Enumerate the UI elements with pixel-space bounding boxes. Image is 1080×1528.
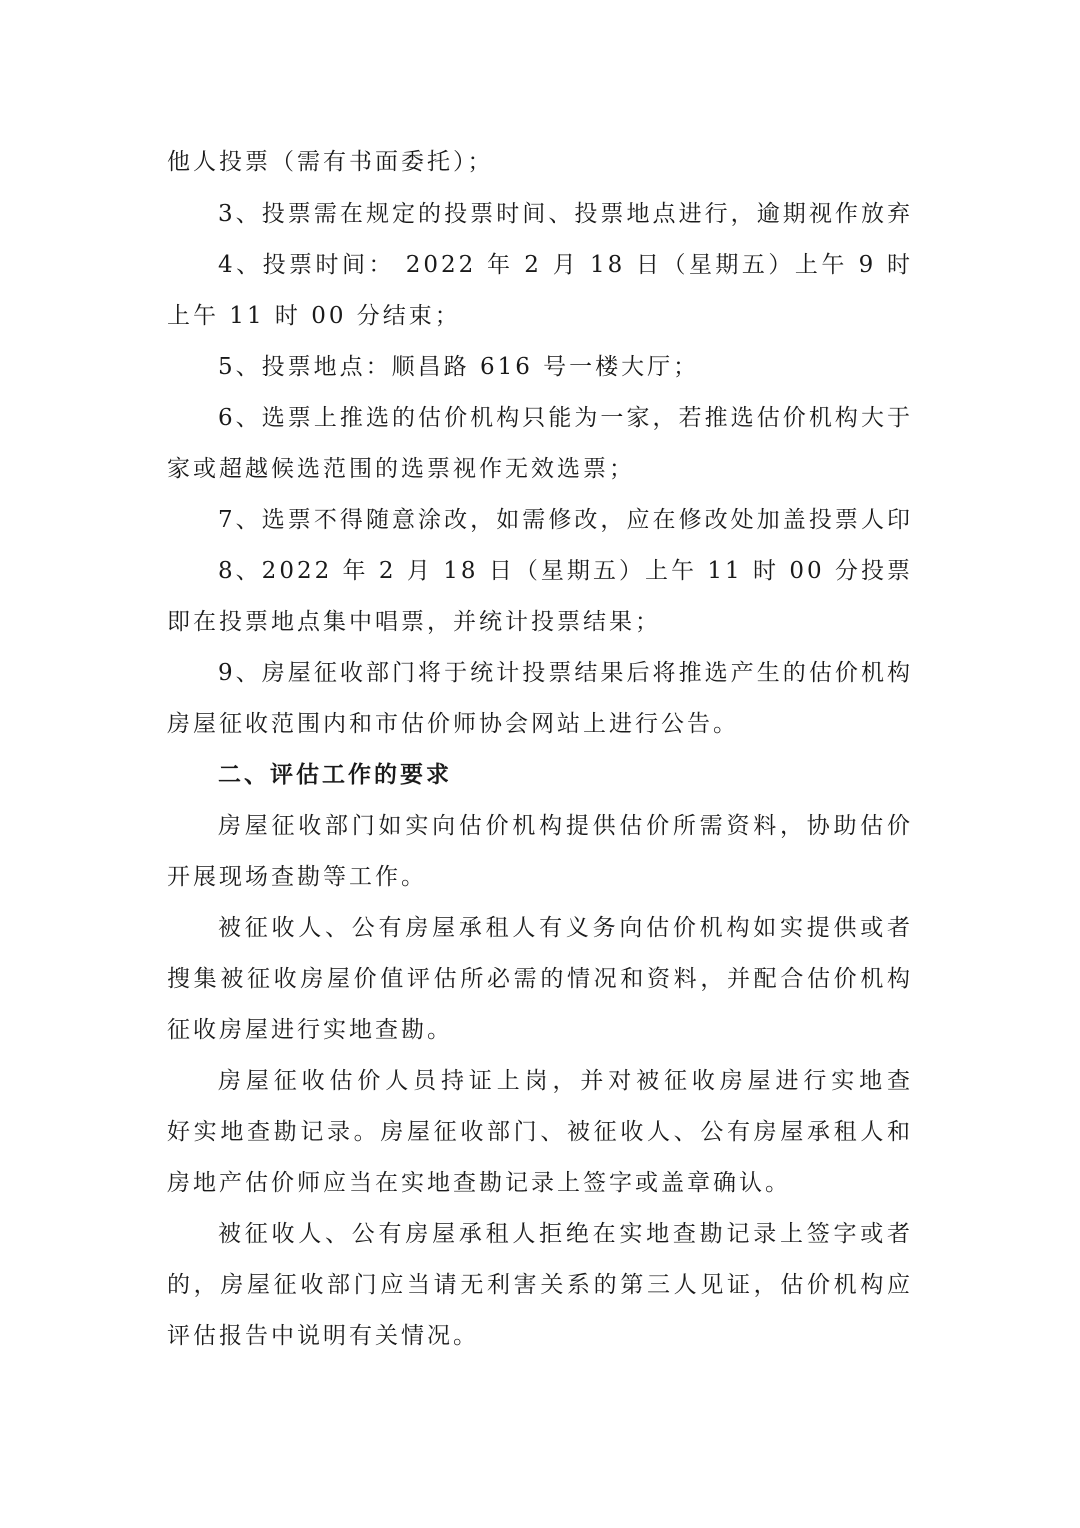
text-line [0, 500, 1080, 540]
line-text: 被征收人、公有房屋承租人拒绝在实地查勘记录上签字或者 [218, 1221, 913, 1247]
line-text: 开展现场查勘等工作。 [167, 864, 427, 890]
text-line [0, 1061, 1080, 1101]
text-line [0, 1163, 1080, 1203]
line-text: 房屋征收部门如实向估价机构提供估价所需资料，协助估价 [218, 813, 913, 839]
text-line [0, 347, 1080, 387]
line-text: 房地产估价师应当在实地查勘记录上签字或盖章确认。 [167, 1170, 791, 1196]
text-line [0, 653, 1080, 693]
text-line [0, 194, 1080, 234]
text-line [0, 296, 1080, 336]
text-line [0, 551, 1080, 591]
line-text: 3、投票需在规定的投票时间、投票地点进行，逾期视作放弃 [218, 201, 913, 227]
text-line [0, 1265, 1080, 1305]
line-text: 评估报告中说明有关情况。 [167, 1323, 479, 1349]
text-line [0, 142, 1080, 182]
line-text: 他人投票（需有书面委托）； [167, 149, 494, 175]
text-line [0, 908, 1080, 948]
text-line [0, 1316, 1080, 1356]
line-text: 被征收人、公有房屋承租人有义务向估价机构如实提供或者 [218, 915, 913, 941]
line-text: 上午 11 时 00 分结束； [167, 303, 461, 329]
text-line [0, 806, 1080, 846]
section-heading-text: 二、评估工作的要求 [218, 762, 452, 788]
text-line [0, 959, 1080, 999]
line-text: 9、房屋征收部门将于统计投票结果后将推选产生的估价机构 [218, 660, 913, 686]
text-line [0, 704, 1080, 744]
line-text: 的，房屋征收部门应当请无利害关系的第三人见证，估价机构应 [167, 1272, 913, 1298]
text-line [0, 449, 1080, 489]
line-text: 好实地查勘记录。房屋征收部门、被征收人、公有房屋承租人和 [167, 1119, 913, 1145]
text-line [0, 1112, 1080, 1152]
line-text: 4、投票时间： 2022 年 2 月 18 日（星期五）上午 9 时 [218, 252, 913, 278]
text-line [0, 245, 1080, 285]
line-text: 6、选票上推选的估价机构只能为一家，若推选估价机构大于 [218, 405, 913, 431]
line-text: 搜集被征收房屋价值评估所必需的情况和资料，并配合估价机构 [167, 966, 913, 992]
text-line [0, 1214, 1080, 1254]
section-heading [0, 755, 1080, 795]
line-text: 8、2022 年 2 月 18 日（星期五）上午 11 时 00 分投票 [218, 558, 913, 584]
line-text: 即在投票地点集中唱票，并统计投票结果； [167, 609, 661, 635]
text-line [0, 602, 1080, 642]
line-text: 房屋征收范围内和市估价师协会网站上进行公告。 [167, 711, 739, 737]
text-line [0, 1010, 1080, 1050]
line-text: 房屋征收估价人员持证上岗，并对被征收房屋进行实地查 [218, 1068, 913, 1094]
line-text: 7、选票不得随意涂改，如需修改，应在修改处加盖投票人印 [218, 507, 913, 533]
line-text: 征收房屋进行实地查勘。 [167, 1017, 453, 1043]
line-text: 家或超越候选范围的选票视作无效选票； [167, 456, 635, 482]
text-line [0, 857, 1080, 897]
text-line [0, 398, 1080, 438]
line-text: 5、投票地点：顺昌路 616 号一楼大厅； [218, 354, 700, 380]
